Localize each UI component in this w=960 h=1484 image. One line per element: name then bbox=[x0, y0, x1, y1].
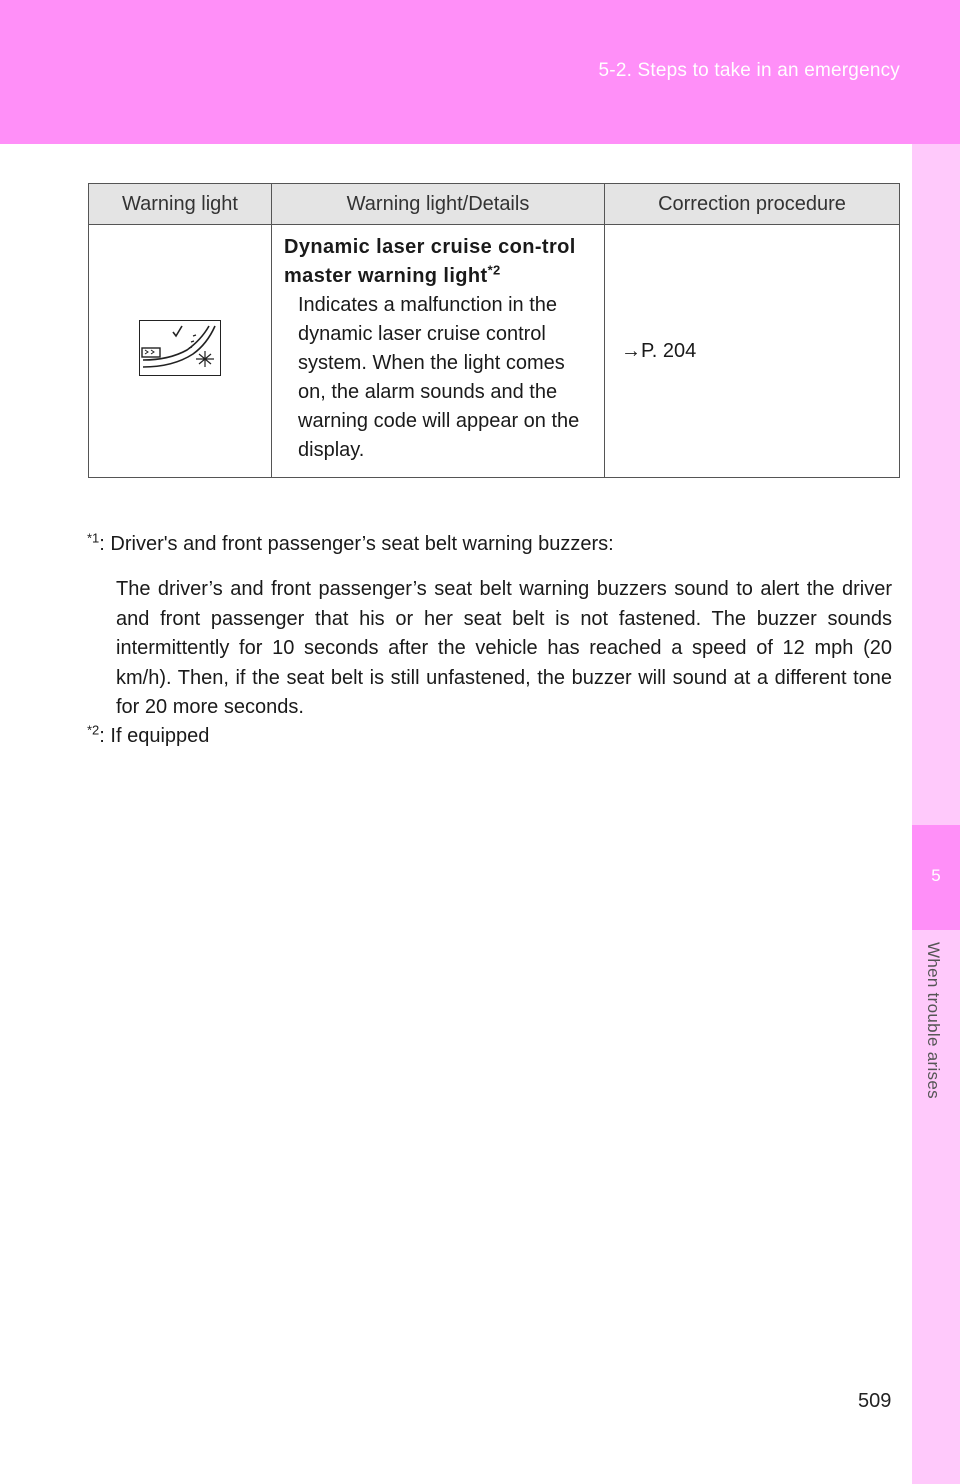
correction-cell bbox=[605, 225, 900, 478]
footnote-2-mark: *2 bbox=[87, 722, 100, 738]
footnote-1-text: The driver’s and front passenger’s seat belt warning buzzers sound to alert the driver and front passenger that his or her seat belt is not fastened. The buzzer sounds intermittently for 10 seconds after the vehicle has reached a speed of 12 mph (20 km/h). Then, if the seat belt is still unfastened, the buzzer will sound at a different tone for 20 more seconds. bbox=[116, 578, 892, 718]
chapter-side-tab bbox=[912, 144, 960, 1484]
chapter-number: 5 bbox=[931, 866, 941, 885]
warning-light-table bbox=[88, 183, 900, 478]
arrow-icon: → bbox=[621, 339, 641, 362]
footnote-1 bbox=[87, 530, 892, 723]
column-header-details: Warning light/Details bbox=[272, 184, 605, 225]
chapter-title: When trouble arises bbox=[924, 942, 943, 1099]
column-header-warning-light: Warning light bbox=[89, 184, 272, 225]
warning-light-description: Indicates a malfunction in the dynamic laser cruise control system. When the light comes on, the alarm sounds and the warning code will appear on the display. bbox=[298, 294, 580, 461]
table-row bbox=[89, 225, 900, 478]
footnote-1-mark: *1 bbox=[87, 530, 100, 546]
footnote-2: $^{*2}$: If equipped bbox=[87, 722, 210, 747]
warning-light-title: Dynamic laser cruise con-trol master warning light$^{*2}$ bbox=[284, 236, 576, 287]
title-footnote-mark: *2 bbox=[487, 262, 501, 278]
column-header-correction: Correction procedure bbox=[605, 184, 900, 225]
section-title: 5-2. Steps to take in an emergency bbox=[598, 60, 900, 81]
table-header-row bbox=[89, 184, 900, 225]
dynamic-laser-cruise-warning-icon bbox=[139, 320, 221, 376]
footnote-1-heading: $^{*1}$: Driver's and front passenger’s seat belt warning buzzers: bbox=[87, 530, 614, 555]
icon-cell bbox=[89, 225, 272, 478]
page-reference-link[interactable]: P. 204 bbox=[641, 339, 697, 362]
details-cell bbox=[272, 225, 605, 478]
page-number: 509 bbox=[858, 1390, 892, 1412]
